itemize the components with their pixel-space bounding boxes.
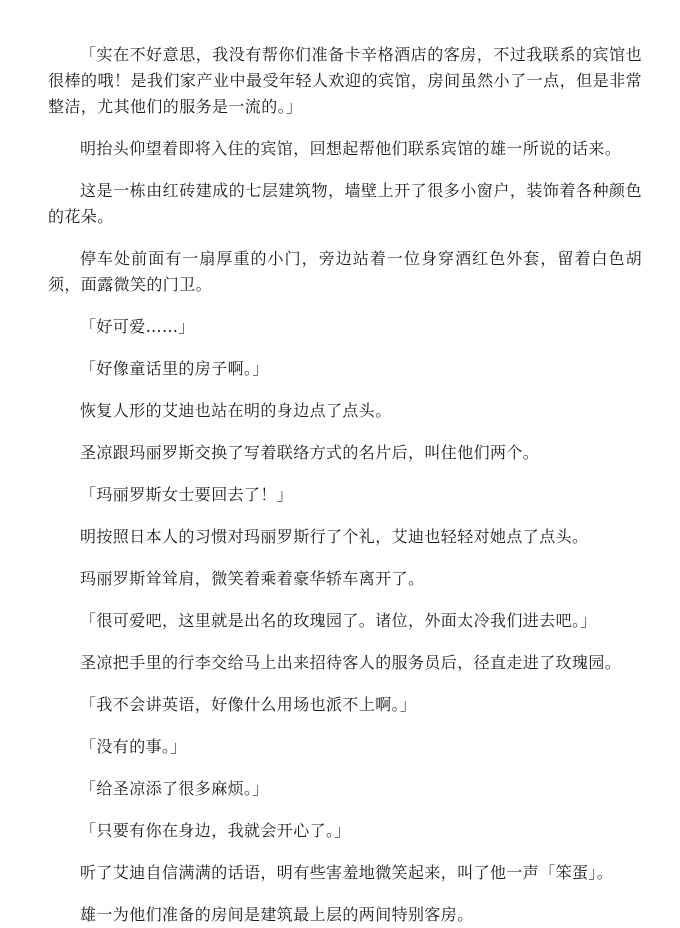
paragraph-9: 「玛丽罗斯女士要回去了！」	[80, 485, 294, 504]
paragraph-3: 这是一栋由红砖建成的七层建筑物，墙壁上开了很多小窗户，装饰着各种颜色的花朵。	[48, 181, 642, 226]
paragraph-11: 玛丽罗斯耸耸肩，微笑着乘着豪华轿车离开了。	[80, 569, 425, 588]
paragraph-10: 明按照日本人的习惯对玛丽罗斯行了个礼，艾迪也轻轻对她点了点头。	[80, 527, 589, 546]
paragraph-15: 「没有的事。」	[80, 737, 187, 756]
paragraph-16: 「给圣凉添了很多麻烦。」	[80, 779, 269, 798]
paragraph-6: 「好像童话里的房子啊。」	[80, 359, 269, 378]
paragraph-19: 雄一为他们准备的房间是建筑最上层的两间特别客房。	[80, 905, 474, 924]
paragraph-17: 「只要有你在身边，我就会开心了。」	[80, 821, 351, 840]
paragraph-18: 听了艾迪自信满满的话语，明有些害羞地微笑起来，叫了他一声「笨蛋」。	[80, 863, 614, 882]
paragraph-7: 恢复人形的艾迪也站在明的身边点了点头。	[80, 401, 392, 420]
paragraph-14: 「我不会讲英语，好像什么用场也派不上啊。」	[80, 695, 417, 714]
paragraph-8: 圣凉跟玛丽罗斯交换了写着联络方式的名片后，叫住他们两个。	[80, 443, 540, 462]
paragraph-12: 「很可爱吧，这里就是出名的玫瑰园了。诸位，外面太冷我们进去吧。」	[80, 611, 597, 630]
paragraph-1: 「实在不好意思，我没有帮你们准备卡辛格酒店的客房，不过我联系的宾馆也很棒的哦！是我们家产业中最受年轻人欢迎的宾馆，房间虽然小了一点，但是非常整洁，尤其他们的服务是一流的。」	[48, 45, 642, 116]
paragraph-4: 停车处前面有一扇厚重的小门，旁边站着一位身穿酒红色外套，留着白色胡须，面露微笑的门卫。	[48, 249, 642, 294]
paragraph-13: 圣凉把手里的行李交给马上出来招待客人的服务员后，径直走进了玫瑰园。	[80, 653, 622, 672]
paragraph-2: 明抬头仰望着即将入住的宾馆，回想起帮他们联系宾馆的雄一所说的话来。	[80, 139, 622, 158]
paragraph-5: 「好可爱……」	[80, 317, 195, 336]
